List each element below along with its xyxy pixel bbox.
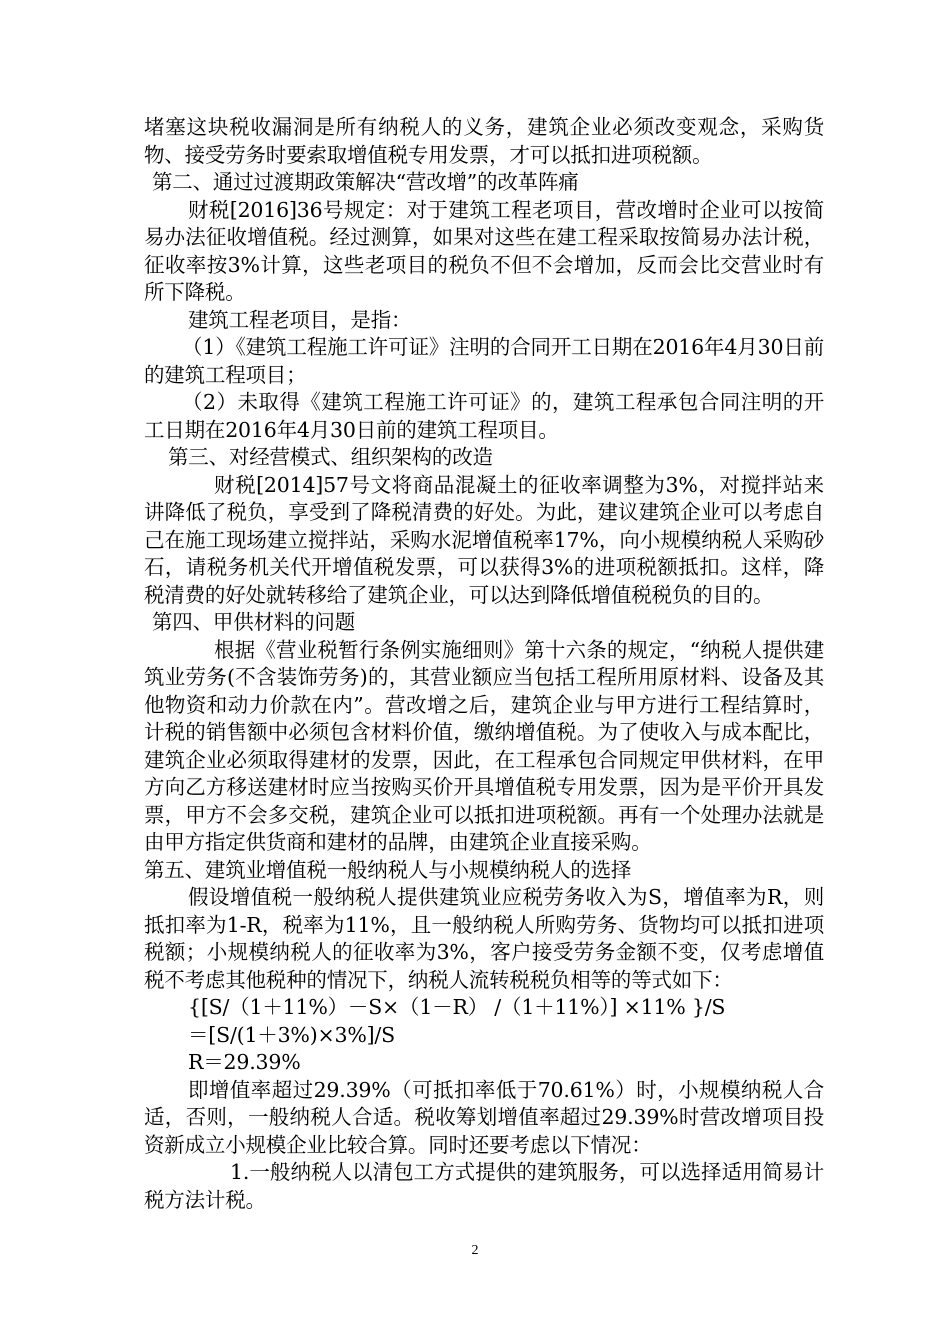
- paragraph-item-2: （2）未取得《建筑工程施工许可证》的，建筑工程承包合同注明的开工日期在2016年4月30日前的建筑工程项目。: [144, 390, 824, 442]
- formula-line-1: {[S/（1＋11%）－S×（1－R） /（1＋11%）] ×11% }/S: [188, 995, 726, 1019]
- paragraph-item-1: （1）《建筑工程施工许可证》注明的合同开工日期在2016年4月30日前的建筑工程项目；: [144, 335, 824, 387]
- page-number: 2: [471, 1243, 479, 1258]
- heading-second: 第二、通过过渡期政策解决“营改增”的改革阵痛: [152, 170, 579, 194]
- paragraph-old-project-def: 建筑工程老项目，是指：: [188, 307, 412, 332]
- heading-third: 第三、对经营模式、组织架构的改造: [168, 445, 493, 469]
- paragraph-conclusion: 即增值率超过29.39%（可抵扣率低于70.61%）时，小规模纳税人合适，否则，一般纳税人合适。税收筹划增值率超过29.39%时营改增项目投资新成立小规模企业比较合算。同时还要考虑以下情况：: [144, 1077, 824, 1157]
- heading-fourth: 第四、甲供材料的问题: [152, 610, 355, 634]
- paragraph-caishui-36: 财税[2016]36号规定：对于建筑工程老项目，营改增时企业可以按简易办法征收增值税。经过测算，如果对这些在建工程采取按简易办法计税，征收率按3%计算，这些老项目的税负不但不会增加，反而会比交营业时有所下降税。: [144, 197, 824, 304]
- paragraph-caishui-57: 财税[2014]57号文将商品混凝土的征收率调整为3%，对搅拌站来讲降低了税负，享受到了降税清费的好处。为此，建议建筑企业可以考虑自己在施工现场建立搅拌站，采购水泥增值税率17%，向小规模纳税人采购砂石，请税务机关代开增值税发票，可以获得3%的进项税额抵扣。这样，降税清费的好处就转移给了建筑企业，可以达到降低增值税税负的目的。: [144, 472, 824, 607]
- paragraph-intro: 堵塞这块税收漏洞是所有纳税人的义务，建筑企业必须改变观念，采购货物、接受劳务时要索取增值税专用发票，才可以抵扣进项税额。: [144, 115, 824, 167]
- formula-line-2: ＝[S/(1＋3%)×3%]/S: [188, 1022, 395, 1047]
- document-body: [144, 114, 824, 1214]
- paragraph-point-1: 1.一般纳税人以清包工方式提供的建筑服务，可以选择适用简易计税方法计税。: [144, 1160, 824, 1212]
- paragraph-supplied-materials: 根据《营业税暂行条例实施细则》第十六条的规定，“纳税人提供建筑业劳务(不含装饰劳务)的，其营业额应当包括工程所用原材料、设备及其他物资和动力价款在内”。营改增之后，建筑企业与甲方进行工程结算时，计税的销售额中必须包含材料价值，缴纳增值税。为了使收入与成本配比，建筑企业必须取得建材的发票，因此，在工程承包合同规定甲供材料，在甲方向乙方移送建材时应当按购买价开具增值税专用发票，因为是平价开具发票，甲方不会多交税，建筑企业可以抵扣进项税额。再有一个处理办法就是由甲方指定供货商和建材的品牌，由建筑企业直接采购。: [144, 637, 824, 854]
- heading-fifth: 第五、建筑业增值税一般纳税人与小规模纳税人的选择: [144, 857, 632, 882]
- paragraph-assumption: 假设增值税一般纳税人提供建筑业应税劳务收入为S，增值率为R，则抵扣率为1-R，税率为11%，且一般纳税人所购劳务、货物均可以抵扣进项税额；小规模纳税人的征收率为3%，客户接受劳务金额不变，仅考虑增值税不考虑其他税种的情况下，纳税人流转税税负相等的等式如下：: [144, 885, 824, 992]
- formula-result: R＝29.39%: [188, 1050, 301, 1074]
